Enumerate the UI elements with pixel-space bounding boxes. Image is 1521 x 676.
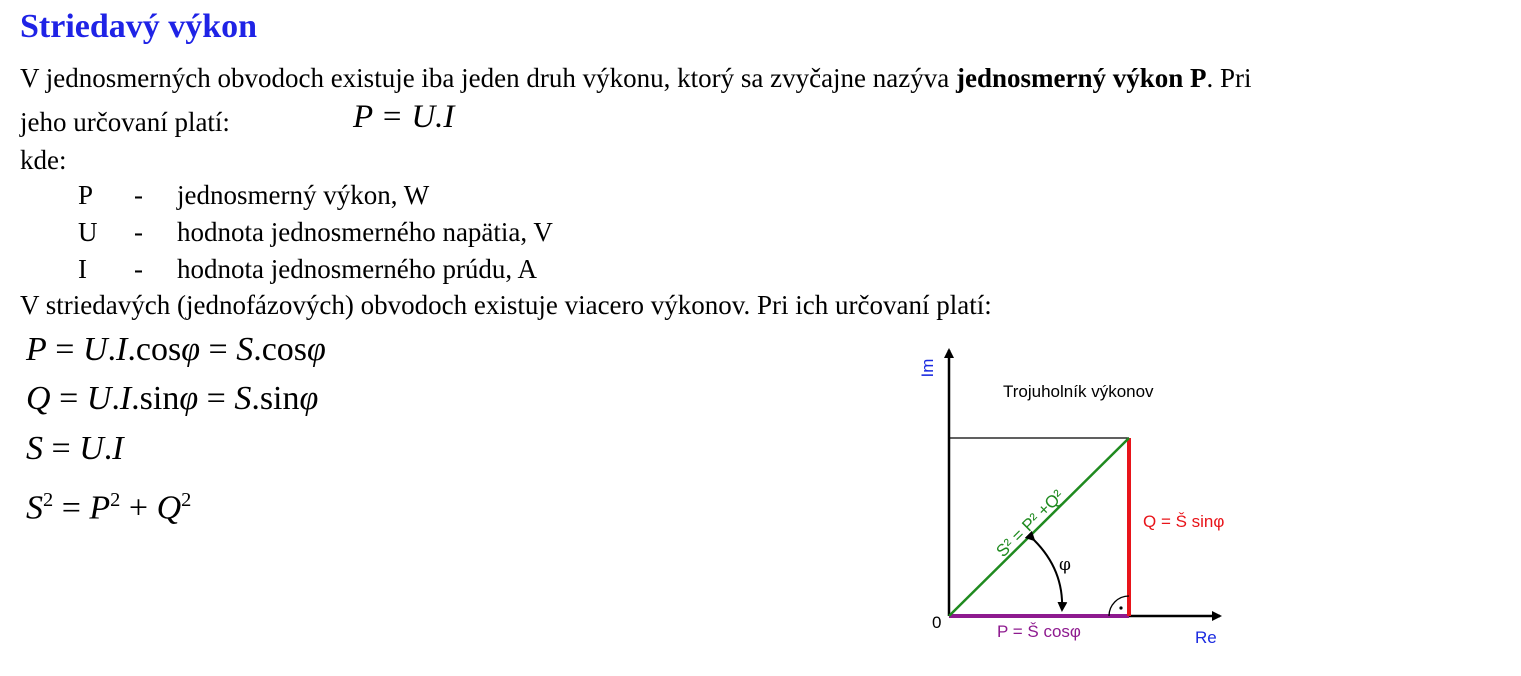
equation-active-power: P = U.I.cosφ = S.cosφ — [26, 331, 326, 368]
formula-p-equals-ui: P = U.I — [353, 99, 455, 135]
s-label: S² = P² +Q² — [992, 486, 1068, 561]
def-desc-i: hodnota jednosmerného prúdu, A — [177, 254, 537, 284]
def-desc-u: hodnota jednosmerného napätia, V — [177, 217, 553, 247]
angle-label: φ — [1059, 555, 1071, 575]
p-label: P = Š cosφ — [997, 622, 1081, 641]
angle-arc — [1034, 540, 1062, 610]
re-axis-label: Re — [1195, 628, 1217, 647]
where-label: kde: — [20, 145, 67, 175]
diagram-caption: Trojuholník výkonov — [1003, 382, 1154, 401]
origin-label: 0 — [932, 613, 942, 632]
right-angle-arc — [1109, 596, 1129, 616]
intro-text-end: . Pri — [1206, 63, 1252, 93]
def-dash: - — [134, 217, 143, 247]
ac-intro: V striedavých (jednofázových) obvodoch existuje viacero výkonov. Pri ich určovaní platí: — [20, 290, 992, 320]
intro-text: V jednosmerných obvodoch existuje iba jeden druh výkonu, ktorý sa zvyčajne nazýva — [20, 63, 956, 93]
right-angle-dot — [1119, 606, 1122, 609]
equation-apparent-power: S = U.I — [26, 430, 124, 467]
page-title: Striedavý výkon — [20, 8, 258, 45]
def-dash: - — [134, 254, 143, 284]
equation-reactive-power: Q = U.I.sinφ = S.sinφ — [26, 380, 319, 417]
def-symbol-u: U — [78, 217, 98, 247]
q-label: Q = Š sinφ — [1143, 512, 1225, 531]
im-axis-label: Im — [918, 358, 937, 378]
def-desc-p: jednosmerný výkon, W — [177, 180, 430, 210]
def-symbol-p: P — [78, 180, 94, 210]
def-dash: - — [134, 180, 143, 210]
intro-bold-term: jednosmerný výkon P — [956, 63, 1207, 93]
def-symbol-i: I — [78, 254, 87, 284]
equation-power-square: $S^2 = P^2 + Q^2$ — [26, 489, 192, 527]
intro-line2: jeho určovaní platí: — [20, 107, 230, 137]
